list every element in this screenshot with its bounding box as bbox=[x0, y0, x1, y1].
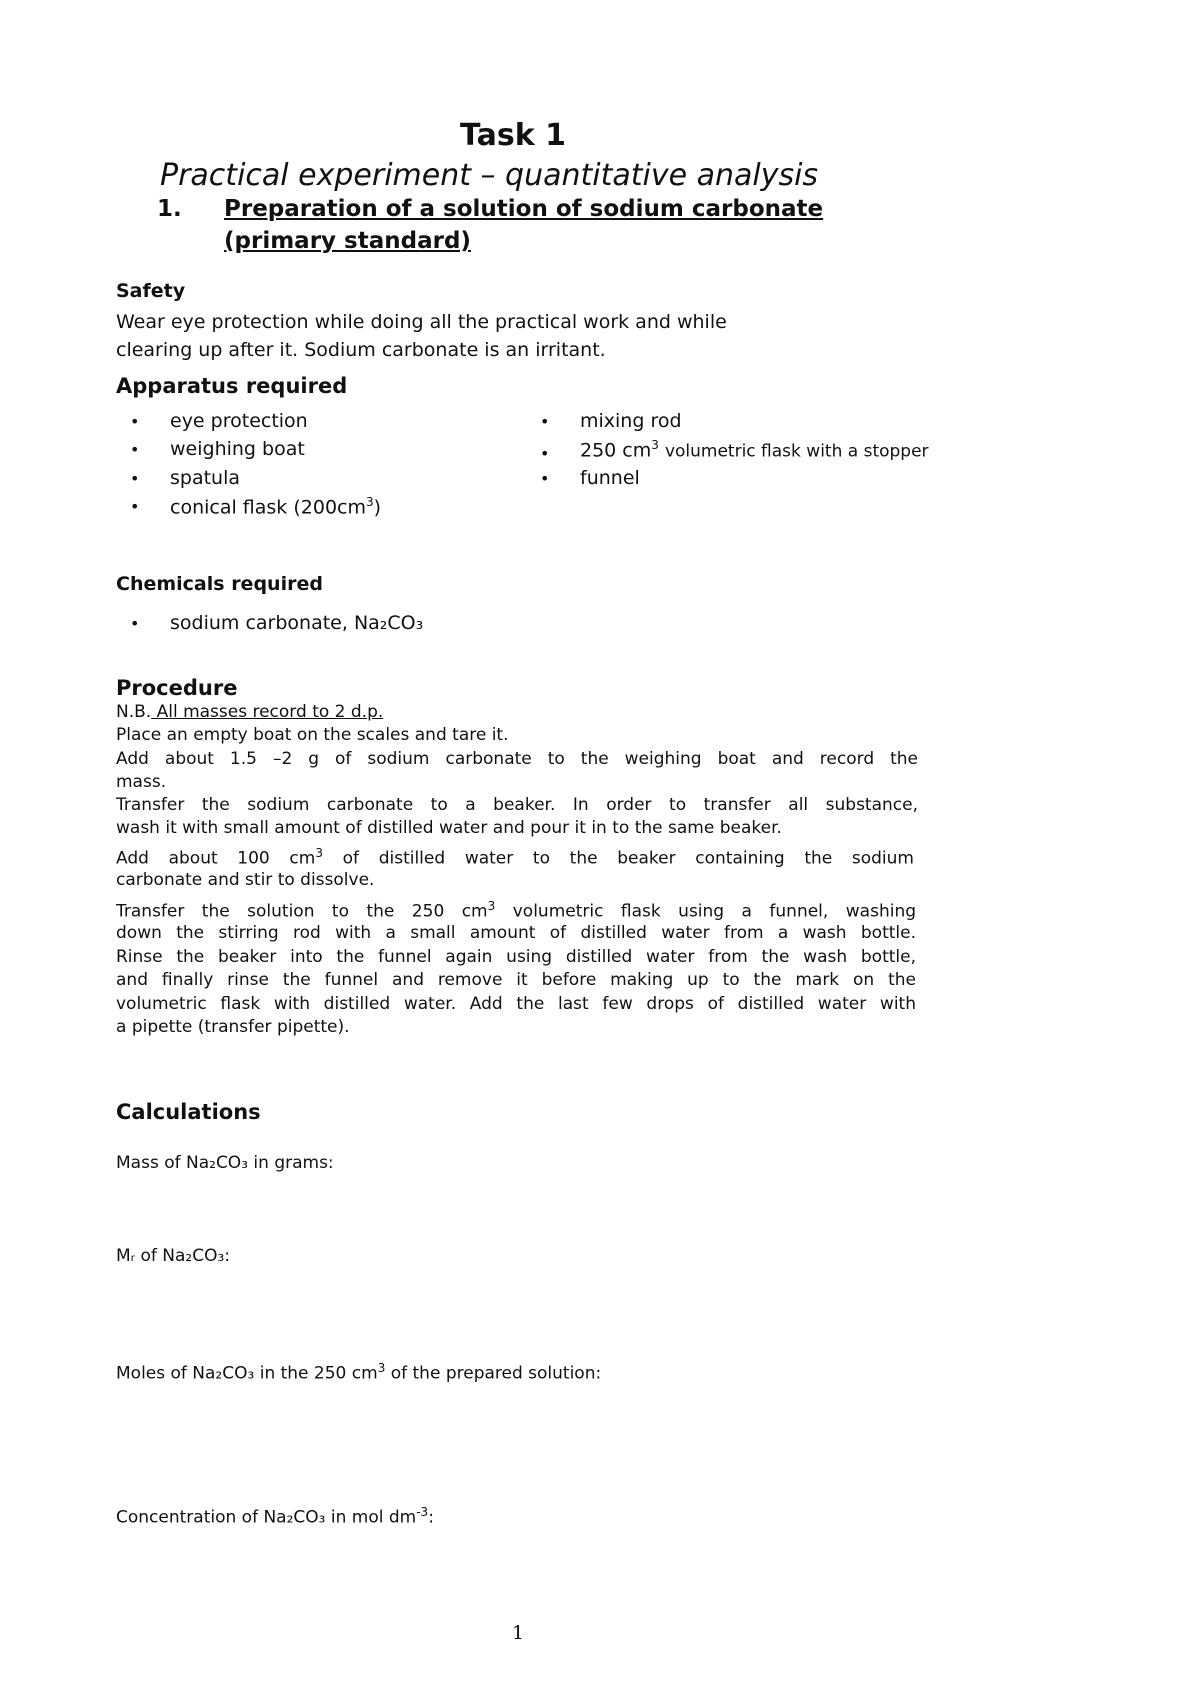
section-title-line1: Preparation of a solution of sodium carbonate bbox=[224, 196, 824, 222]
procedure-line: mass. bbox=[116, 772, 167, 792]
chemicals-heading: Chemicals required bbox=[116, 573, 323, 595]
procedure-line: wash it with small amount of distilled water and pour it in to the same beaker. bbox=[116, 818, 782, 838]
superscript: 3 bbox=[365, 495, 374, 509]
procedure-line bbox=[116, 899, 916, 922]
procedure-line: Add about 1.5 –2 g of sodium carbonate to the weighing boat and record the bbox=[116, 749, 918, 769]
nb-underlined: All masses record to 2 d.p. bbox=[151, 702, 384, 722]
procedure-line: Transfer the sodium carbonate to a beaker. In order to transfer all substance, bbox=[116, 795, 918, 815]
list-item: eye protection bbox=[170, 410, 308, 432]
bullet-icon: • bbox=[130, 412, 140, 431]
calc-concentration bbox=[116, 1505, 434, 1528]
calculations-heading: Calculations bbox=[116, 1100, 261, 1124]
bullet-icon: • bbox=[540, 444, 550, 463]
procedure-line: volumetric flask with distilled water. Add the last few drops of distilled water with bbox=[116, 994, 916, 1014]
calc-text: Moles of Na₂CO₃ in the 250 cm bbox=[116, 1363, 378, 1384]
procedure-line: carbonate and stir to dissolve. bbox=[116, 870, 375, 890]
calc-text: : bbox=[428, 1507, 434, 1528]
superscript: 3 bbox=[315, 846, 323, 860]
list-item: mixing rod bbox=[580, 410, 682, 432]
bullet-icon: • bbox=[540, 469, 550, 488]
bullet-icon: • bbox=[130, 440, 140, 459]
list-item-text: conical flask (200cm bbox=[170, 496, 366, 519]
list-item: weighing boat bbox=[170, 438, 305, 460]
nb-prefix: N.B. bbox=[116, 702, 152, 722]
safety-text-line2: clearing up after it. Sodium carbonate is an irritant. bbox=[116, 339, 606, 361]
calc-mass: Mass of Na₂CO₃ in grams: bbox=[116, 1153, 334, 1173]
section-title-line2: (primary standard) bbox=[224, 228, 471, 254]
calc-mr: Mᵣ of Na₂CO₃: bbox=[116, 1246, 231, 1266]
calc-moles bbox=[116, 1361, 601, 1384]
procedure-line bbox=[116, 846, 914, 869]
procedure-heading: Procedure bbox=[116, 676, 238, 700]
list-item-text: 250 cm bbox=[580, 439, 652, 462]
bullet-icon: • bbox=[130, 469, 140, 488]
superscript: 3 bbox=[487, 899, 496, 913]
calc-text: Concentration of Na₂CO₃ in mol dm bbox=[116, 1507, 417, 1528]
bullet-icon: • bbox=[130, 497, 140, 516]
apparatus-heading: Apparatus required bbox=[116, 374, 348, 398]
procedure-line: and finally rinse the funnel and remove it before making up to the mark on the bbox=[116, 970, 916, 990]
document-title: Task 1 bbox=[460, 118, 566, 153]
safety-text-line1: Wear eye protection while doing all the practical work and while bbox=[116, 311, 727, 333]
list-item-suffix: volumetric flask with a stopper bbox=[664, 441, 929, 462]
document-subtitle: Practical experiment – quantitative analysis bbox=[160, 158, 819, 193]
page-number: 1 bbox=[512, 1622, 525, 1644]
superscript: 3 bbox=[651, 438, 659, 452]
bullet-icon: • bbox=[540, 412, 550, 431]
list-item: funnel bbox=[580, 467, 640, 489]
list-item: sodium carbonate, Na₂CO₃ bbox=[170, 612, 424, 634]
superscript: 3 bbox=[377, 1361, 386, 1375]
procedure-line: Rinse the beaker into the funnel again using distilled water from the wash bottle, bbox=[116, 947, 916, 967]
calc-text: of the prepared solution: bbox=[385, 1363, 602, 1384]
procedure-step: Place an empty boat on the scales and tare it. bbox=[116, 725, 509, 745]
list-item bbox=[580, 438, 929, 461]
nb-note bbox=[116, 702, 383, 722]
procedure-text: volumetric flask using a funnel, washing bbox=[512, 901, 917, 922]
procedure-text: Add about 100 cm bbox=[116, 848, 316, 869]
safety-heading: Safety bbox=[116, 280, 186, 302]
section-number: 1. bbox=[157, 196, 182, 222]
superscript: -3 bbox=[416, 1505, 429, 1519]
list-item: spatula bbox=[170, 467, 241, 489]
list-item bbox=[170, 495, 381, 518]
procedure-line: a pipette (transfer pipette). bbox=[116, 1017, 350, 1037]
procedure-text: of distilled water to the beaker containing the sodium bbox=[342, 848, 914, 869]
bullet-icon: • bbox=[130, 614, 140, 633]
list-item-close: ) bbox=[373, 496, 382, 519]
procedure-line: down the stirring rod with a small amount of distilled water from a wash bottle. bbox=[116, 923, 916, 943]
procedure-text: Transfer the solution to the 250 cm bbox=[116, 901, 488, 922]
